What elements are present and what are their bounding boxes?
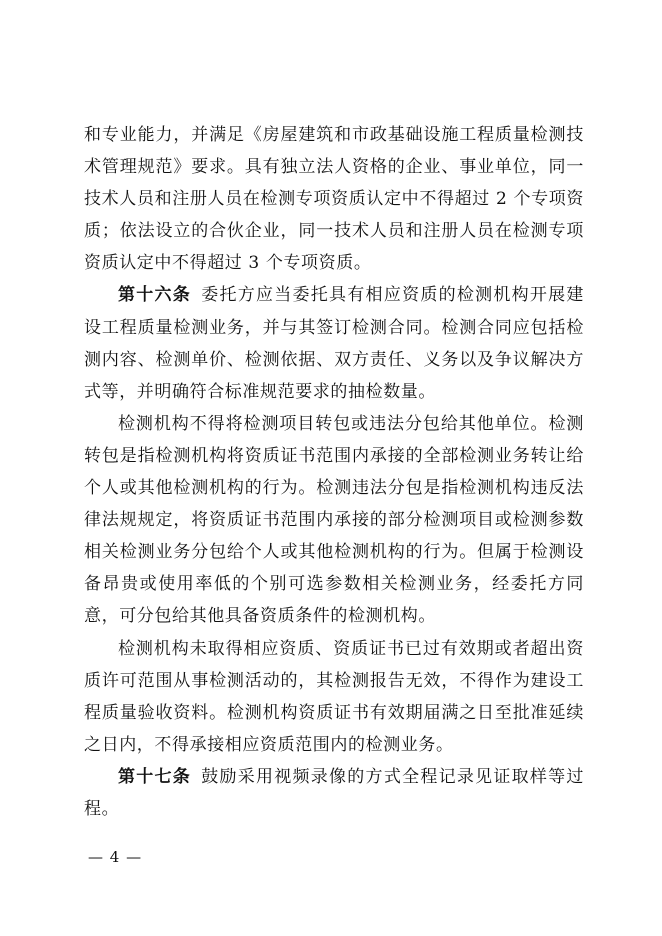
paragraph-continuation: [84, 119, 584, 279]
paragraph-subcontracting: [84, 408, 584, 633]
paragraph-text: 委托方应当委托具有相应资质的检测机构开展建设工程质量检测业务，并与其签订检测合同。检测合同应包括检测内容、检测单价、检测依据、双方责任、义务以及争议解决方式等，并明确符合标准规范要求的抽检数量。: [84, 285, 584, 402]
document-body: [84, 119, 584, 825]
article-number: 第十六条: [118, 285, 192, 306]
paragraph-text: 检测机构未取得相应资质、资质证书已过有效期或者超出资质许可范围从事检测活动的，其检测报告无效，不得作为建设工程质量验收资料。检测机构资质证书有效期届满之日至批准延续之日内，不得承接相应资质范围内的检测业务。: [84, 638, 584, 755]
paragraph-text: 鼓励采用视频录像的方式全程记录见证取样等过程。: [84, 766, 584, 819]
paragraph-text: 检测机构不得将检测项目转包或违法分包给其他单位。检测转包是指检测机构将资质证书范围内承接的全部检测业务转让给个人或其他检测机构的行为。检测违法分包是指检测机构违反法律法规规定，将资质证书范围内承接的部分检测项目或检测参数相关检测业务分包给个人或其他检测机构的行为。但属于检测设备昂贵或使用率低的个别可选参数相关检测业务，经委托方同意，可分包给其他具备资质条件的检测机构。: [84, 413, 584, 627]
paragraph-text: 和专业能力，并满足《房屋建筑和市政基础设施工程质量检测技术管理规范》要求。具有独立法人资格的企业、事业单位，同一技术人员和注册人员在检测专项资质认定中不得超过 2 个专项资质；依法设立的合伙企业，同一技术人员和注册人员在检测专项资质认定中不得超过 3 个专项资质。: [84, 125, 584, 274]
article-number: 第十七条: [118, 766, 192, 787]
paragraph-article-16: [84, 279, 584, 407]
page-number: — 4 —: [88, 848, 143, 866]
paragraph-article-17: [84, 761, 584, 825]
paragraph-qualification: [84, 633, 584, 761]
